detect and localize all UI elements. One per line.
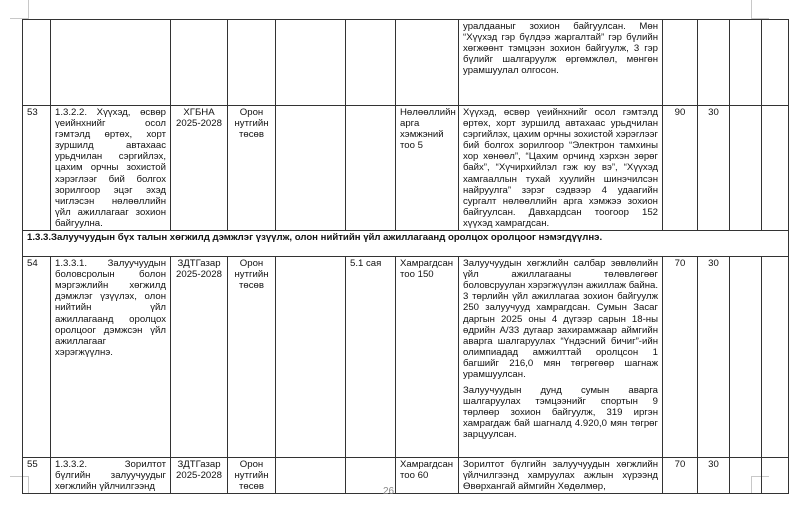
cell-score4 [762, 20, 789, 106]
cell-activity [51, 20, 171, 106]
cell-funding: Орон нутгийн төсөв [228, 458, 276, 494]
cell-score3 [730, 458, 762, 494]
section-header-row [23, 231, 789, 257]
report-paragraph-1: Залуучуудын хөгжлийн салбар зөвлөлийн үйл ажиллагааны төлөвлөгөөг боловсруулан хэрэгжүүлэн ажиллаж байна. 3 төрлийн үйл ажиллагаа зохион байгуулж 250 залуучууд хамрагдсан. Сумын Засаг даргын 2025 оны 4 дүгээр сарын 18-ны өдрийн А/33 дугаар захирамжаар аймгийн аварга шалгаруулах “Үндэсний бичиг”-ийн олимпиадад амжилттай оролцсон 1 багшийг 216,0 мян төгрөгөөр шагнаж урамшуулсан. [463, 258, 658, 380]
cell-activity: 1.3.3.1. Залуучуудын боловсролын болон мэргэжлийн хөгжилд дэмжлэг үзүүлэх, олон нийтийн үйл ажиллагаанд оролцох оролцоог дэмжсэн үйл ажиллагааг хэрэгжүүлнэ. [51, 257, 171, 458]
cell-score3 [730, 257, 762, 458]
cell-indicator: Нөлөөллийн арга хэмжэний тоо 5 [396, 106, 459, 231]
cell-empty [276, 458, 346, 494]
cell-score3 [730, 106, 762, 231]
crop-mark-top-left-v [28, 0, 29, 19]
cell-empty [276, 106, 346, 231]
cell-indicator [396, 20, 459, 106]
table-row-55 [23, 458, 789, 494]
cell-indicator: Хамрагдсан тоо 150 [396, 257, 459, 458]
cell-score1 [663, 20, 698, 106]
cell-funding: Орон нутгийн төсөв [228, 257, 276, 458]
cell-indicator: Хамрагдсан тоо 60 [396, 458, 459, 494]
cell-report: Зорилтот бүлгийн залуучуудын хөгжлийн үйлчилгээнд хамруулах ажлын хүрээнд Өвөрхангай аймгийн Хөдөлмөр, [459, 458, 663, 494]
cell-responsible [171, 20, 228, 106]
cell-report: уралдааныг зохион байгуулсан. Мөн “Хүүхэд гэр бүлдээ жаргалтай” гэр бүлийн хөгжөөнт тэмцээн зохион байгуулж, 3 гэр бүлийг шалгаруулж өргөмжлөл, мөнгөн урамшуулал олгосон. [459, 20, 663, 106]
cell-activity: 1.3.2.2. Хүүхэд, өсвөр үеийнхнийг осол гэмтэлд өртөх, хорт зуршилд автахаас урьдчилан сэргийлэх, цахим орчны зохистой хэрэглээг бий болгох зорилгоор эцэг эхэд чиглэсэн нөлөөллийн үйл ажиллагааг зохион байгуулна. [51, 106, 171, 231]
cell-report [459, 257, 663, 458]
cell-score1: 70 [663, 458, 698, 494]
cell-amount: 5.1 сая [346, 257, 396, 458]
cell-report: Хүүхэд, өсвөр үеийнхнийг осол гэмтэлд өртөх, хорт зуршилд автахаас урьдчилан сэргийлэх, цахим орчны зохистой хэрэглээг бий болгох зорилгоор “Электрон тамхины хор хөнөөл”, “Цахим орчинд хэрхэн зөрөг байх”, “Хүчирхийлэл гэж юу вэ”, “Хүүхэд хамгааллын тухай хуулийн шинэчилсэн найруулга” зэрэг сэдвээр 4 удаагийн сургалт нөлөөллийн арга хэмжээ зохион байгуулсан. Давхардсан тоогоор 152 хүүхэд хамрагдсан. [459, 106, 663, 231]
cell-score1: 90 [663, 106, 698, 231]
cell-num: 54 [23, 257, 51, 458]
cell-empty [276, 20, 346, 106]
cell-responsible: ЗДТГазар 2025-2028 [171, 458, 228, 494]
plan-report-table [22, 19, 789, 494]
cell-num: 55 [23, 458, 51, 494]
cell-funding: Орон нутгийн төсөв [228, 106, 276, 231]
cell-empty [276, 257, 346, 458]
cell-score2: 30 [698, 106, 730, 231]
table-row-53 [23, 106, 789, 231]
crop-mark-top-right-v [751, 0, 752, 18]
report-paragraph-2: Залуучуудын дунд сумын аварга шалгаруулах тэмцээнийг спортын 9 төрлөөр зохион байгуулж, 319 иргэн хамрагдаж бай шагналд 4.920,0 мян төгрөг зарцуулсан. [463, 385, 658, 441]
cell-responsible: ХГБНА 2025-2028 [171, 106, 228, 231]
cell-score2: 30 [698, 257, 730, 458]
cell-funding [228, 20, 276, 106]
cell-score4 [762, 257, 789, 458]
page-number: 26 [383, 486, 395, 497]
cell-num [23, 20, 51, 106]
cell-score2: 30 [698, 458, 730, 494]
cell-amount [346, 20, 396, 106]
section-title: 1.3.3.Залуучуудын бүх талын хөгжилд дэмжлэг үзүүлж, олон нийтийн үйл ажиллагаанд оролцох оролцоог нэмэгдүүлнэ. [23, 231, 789, 257]
cell-activity: 1.3.3.2. Зорилтот бүлгийн залуучуудыг хөгжлийн үйлчилгээнд [51, 458, 171, 494]
cell-score4 [762, 106, 789, 231]
table-row-54 [23, 257, 789, 458]
table-row-continued [23, 20, 789, 106]
cell-score3 [730, 20, 762, 106]
cell-score1: 70 [663, 257, 698, 458]
cell-amount [346, 106, 396, 231]
cell-num: 53 [23, 106, 51, 231]
cell-responsible: ЗДТГазар 2025-2028 [171, 257, 228, 458]
cell-score4 [762, 458, 789, 494]
cell-score2 [698, 20, 730, 106]
